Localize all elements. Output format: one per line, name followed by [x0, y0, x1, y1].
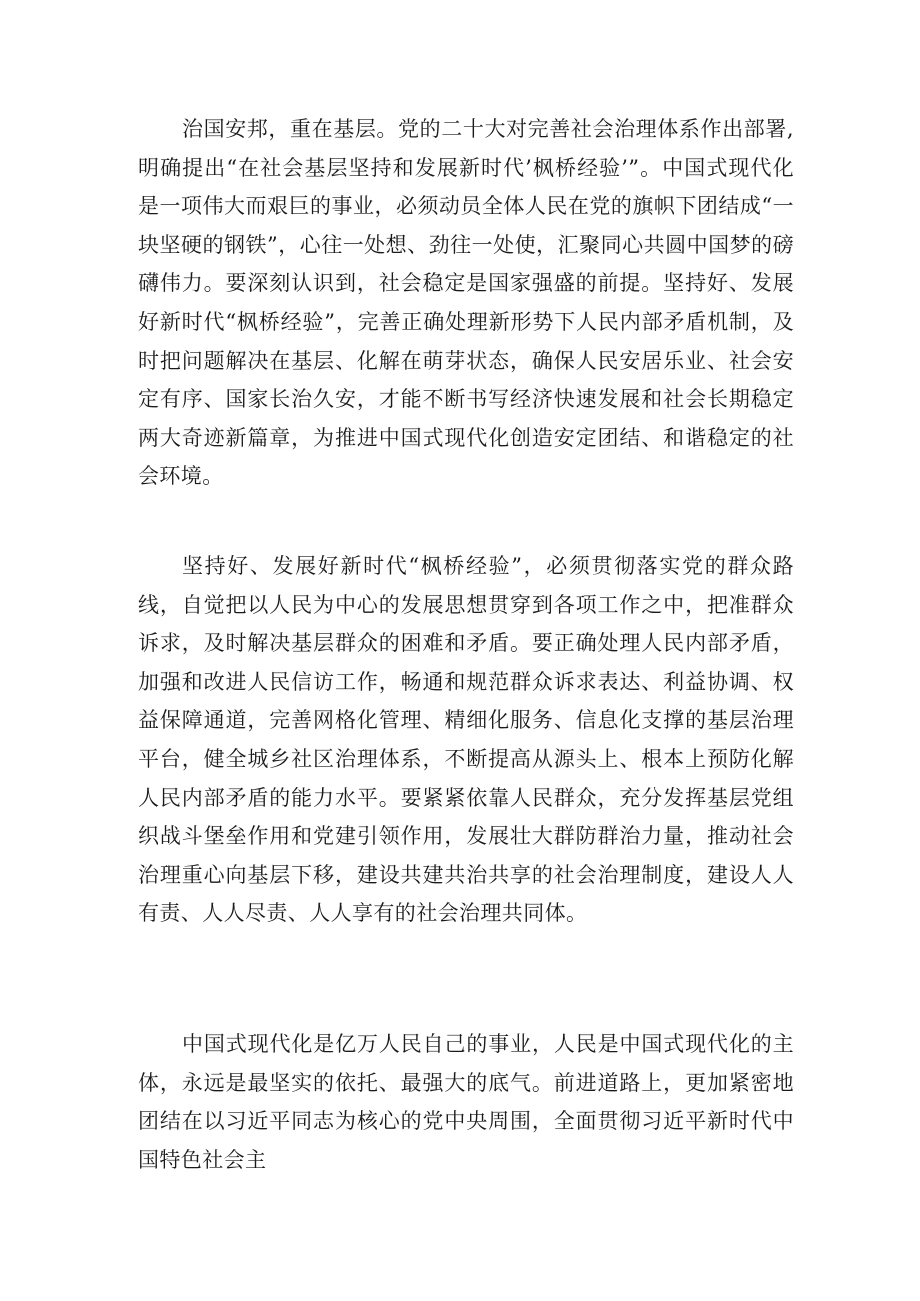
- paragraph-1: [138, 110, 794, 496]
- paragraph-text: 治国安邦，重在基层。党的二十大对完善社会治理体系作出部署,明确提出“在社会基层坚持和发展新时代’枫桥经验’”。中国式现代化是一项伟大而艰巨的事业，必须动员全体人民在党的旗帜下团结成“一块坚硬的钢铁”，心往一处想、劲往一处使，汇聚同心共圆中国梦的磅礴伟力。要深刻认识到，社会稳定是国家强盛的前提。坚持好、发展好新时代“枫桥经验”，完善正确处理新形势下人民内部矛盾机制，及时把问题解决在基层、化解在萌芽状态，确保人民安居乐业、社会安定有序、国家长治久安，才能不断书写经济快速发展和社会长期稳定两大奇迹新篇章，为推进中国式现代化创造安定团结、和谐稳定的社会环境。: [138, 117, 794, 489]
- paragraph-text: 坚持好、发展好新时代“枫桥经验”，必须贯彻落实党的群众路线，自觉把以人民为中心的发展思想贯穿到各项工作之中，把准群众诉求，及时解决基层群众的困难和矛盾。要正确处理人民内部矛盾，加强和改进人民信访工作，畅通和规范群众诉求表达、利益协调、权益保障通道，完善网格化管理、精细化服务、信息化支撑的基层治理平台，健全城乡社区治理体系，不断提高从源头上、根本上预防化解人民内部矛盾的能力水平。要紧紧依靠人民群众，充分发挥基层党组织战斗堡垒作用和党建引领作用，发展壮大群防群治力量，推动社会治理重心向基层下移，建设共建共治共享的社会治理制度，建设人人有责、人人尽责、人人享有的社会治理共同体。: [138, 554, 794, 926]
- paragraph-2: [138, 547, 794, 933]
- paragraph-text: 中国式现代化是亿万人民自己的事业，人民是中国式现代化的主体，永远是最坚实的依托、最强大的底气。前进道路上，更加紧密地团结在以习近平同志为核心的党中央周围，全面贯彻习近平新时代中国特色社会主: [138, 1032, 794, 1172]
- paragraph-3: [138, 1025, 794, 1179]
